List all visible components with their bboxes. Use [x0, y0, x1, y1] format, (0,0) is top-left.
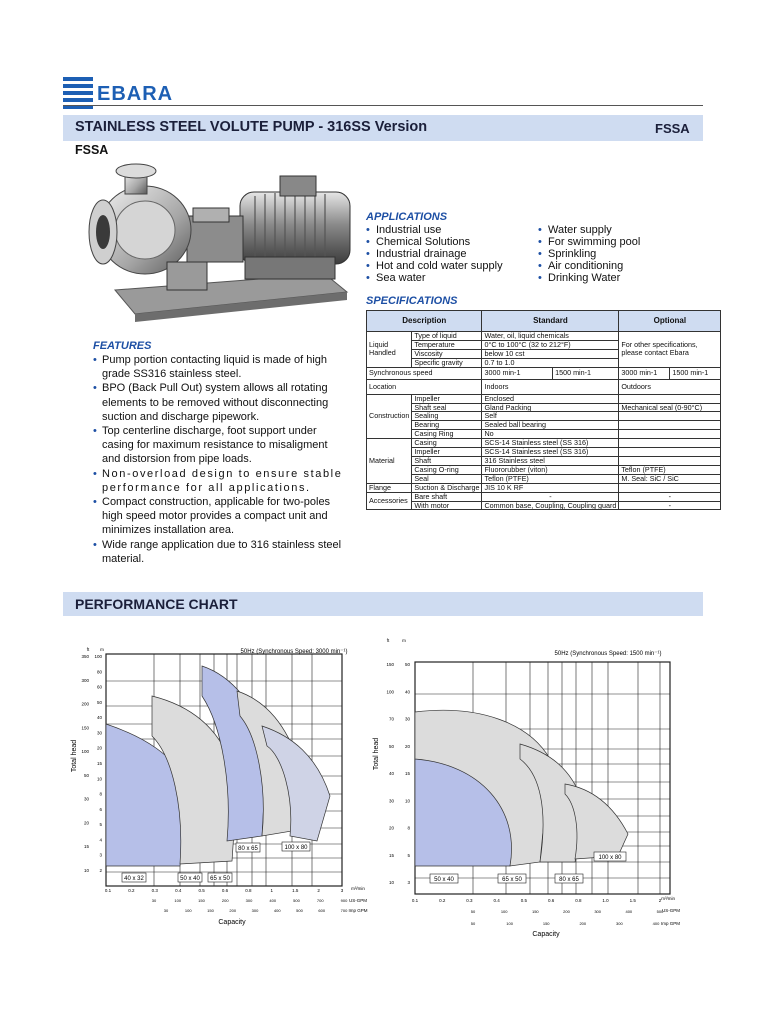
table-cell: Teflon (PTFE) [482, 474, 619, 483]
tick-label: 500 [293, 898, 300, 903]
tick-label: 6 [99, 806, 102, 812]
tick-label: 30 [388, 798, 394, 804]
table-cell: - [482, 492, 619, 501]
table-cell: Casing Ring [412, 430, 482, 439]
tick-label: 40 [96, 715, 102, 721]
unit-label: US-GPM [662, 908, 680, 913]
tick-label: 4 [99, 837, 102, 843]
table-cell: below 10 cst [482, 349, 619, 358]
model-subtitle: FSSA [75, 143, 109, 157]
features-heading: FEATURES [93, 340, 152, 352]
table-cell: Impeller [412, 394, 482, 403]
table-cell [619, 421, 721, 430]
tick-label: 15 [388, 852, 394, 858]
specifications-table [366, 310, 721, 510]
size-label: 50 x 40 [180, 876, 200, 882]
tick-label: 5 [407, 852, 410, 858]
tick-label: 1 [270, 888, 274, 893]
tick-label: 2 [317, 888, 320, 893]
tick-label: 2 [99, 868, 102, 873]
table-cell: Sealed ball bearing [482, 421, 619, 430]
tick-label: 10 [388, 880, 394, 885]
tick-label: 150 [81, 725, 89, 731]
tick-label: 20 [404, 743, 410, 749]
unit-label: m³/min [661, 896, 675, 901]
tick-label: 400 [269, 898, 277, 903]
table-cell [619, 412, 721, 421]
table-cell: JIS 10 K RF [482, 483, 619, 492]
tick-label: 100 [506, 921, 513, 926]
tick-label: 20 [83, 820, 89, 826]
size-label: 80 x 65 [238, 846, 258, 852]
tick-label: 3 [99, 852, 102, 858]
table-cell: Self [482, 412, 619, 421]
tick-label: 100 [174, 898, 182, 903]
unit-label: m³/min [351, 886, 365, 891]
table-cell: Gland Packing [482, 403, 619, 412]
tick-label: 8 [407, 825, 410, 831]
x-tick-labels [105, 888, 344, 893]
tick-label: 80 [96, 669, 102, 675]
table-cell: Flange [367, 483, 412, 492]
table-cell: 0°C to 100°C (32 to 212°F) [482, 340, 619, 349]
tick-label: 10 [83, 868, 89, 873]
table-cell [619, 483, 721, 492]
list-item: • Wide range application due to 316 stainless steel material. [93, 538, 343, 566]
table-cell [619, 456, 721, 465]
y-axis-label: Total head [373, 737, 380, 771]
tick-label: 0.2 [128, 888, 135, 893]
brand-name: EBARA [97, 83, 174, 105]
tick-label: 2 [658, 898, 662, 903]
tick-label: 50 [470, 909, 476, 914]
table-cell: Fluororubber (viton) [482, 465, 619, 474]
tick-label: 200 [81, 701, 89, 707]
tick-label: 5 [99, 822, 102, 828]
table-cell: - [619, 501, 721, 510]
features-list [93, 353, 343, 566]
tick-label: 0.5 [198, 888, 205, 893]
table-cell: Construction [367, 394, 412, 439]
tick-label: 500 [296, 908, 303, 913]
tick-label: 400 [273, 908, 281, 913]
usgpm-tick-labels [152, 898, 348, 903]
table-cell: Bearing [412, 421, 482, 430]
tick-label: 30 [83, 796, 89, 802]
list-item: • Top centerline discharge, foot support under casing for maximum resistance to misaligment and distorsion from pipe loads. [93, 424, 343, 467]
tick-label: 600 [318, 908, 326, 913]
specifications-heading: SPECIFICATIONS [366, 295, 458, 307]
tick-label: 30 [404, 716, 410, 722]
table-cell: 1500 min-1 [553, 367, 619, 379]
table-cell [619, 439, 721, 448]
tick-label: 700 [340, 908, 348, 913]
tick-label: 0.2 [439, 898, 446, 903]
tick-label: 15 [83, 844, 89, 850]
y-tick-labels [405, 662, 411, 885]
tick-label: 0.3 [466, 898, 473, 903]
tick-label: 0.8 [575, 898, 582, 903]
header-rule [63, 105, 703, 106]
model-code: FSSA [655, 121, 690, 136]
tick-label: 60 [96, 684, 102, 690]
tick-label: 50 [96, 699, 102, 705]
tick-label: 20 [388, 825, 394, 831]
list-item: • Pump portion contacting liquid is made of high grade SS316 stainless steel. [93, 353, 343, 381]
tick-label: 30 [163, 908, 169, 913]
list-item: • Compact construction, applicable for two-poles high speed motor provides a compact unit and minimizes installation area. [93, 495, 343, 538]
table-cell: Viscosity [412, 349, 482, 358]
tick-label: 150 [531, 909, 539, 914]
chart-title: 50Hz (Synchronous Speed: 3000 min⁻¹) [240, 649, 348, 655]
table-cell: - [619, 492, 721, 501]
size-label: 65 x 50 [502, 877, 522, 883]
tick-label: 150 [198, 898, 205, 903]
table-cell: 3000 min-1 [619, 367, 670, 379]
x-tick-labels [412, 898, 662, 903]
tick-label: 40 [404, 689, 410, 695]
table-cell: For other specifications, please contact Ebara [619, 332, 721, 368]
tick-label: 1.5 [292, 888, 299, 893]
tick-label: 30 [151, 898, 157, 903]
table-cell: Location [367, 379, 482, 394]
table-cell [619, 448, 721, 457]
applications-list-right [538, 224, 640, 284]
list-item: • Air conditioning [538, 260, 640, 272]
table-cell [619, 430, 721, 439]
tick-label: 300 [245, 898, 253, 903]
table-cell: Type of liquid [412, 332, 482, 341]
pump-product-image [75, 162, 360, 322]
tick-label: 150 [542, 921, 550, 926]
unit-label: US-GPM [349, 898, 367, 903]
tick-label: 350 [81, 654, 89, 659]
tick-label: 200 [221, 898, 229, 903]
table-cell: M. Seal: SiC / SiC [619, 474, 721, 483]
table-cell: Mechanical seal (0-90°C) [619, 403, 721, 412]
tick-label: 100 [94, 654, 102, 659]
tick-label: 700 [316, 898, 324, 903]
table-cell: Casing O-ring [412, 465, 482, 474]
tick-label: 500 [656, 909, 664, 914]
table-cell: Enclosed [482, 394, 619, 403]
usgpm-tick-labels [471, 909, 664, 914]
tick-label: 3 [340, 888, 344, 893]
tick-label: 100 [81, 749, 89, 755]
list-item: • Chemical Solutions [366, 236, 503, 248]
tick-label: 40 [388, 771, 394, 776]
tick-label: 300 [81, 677, 89, 683]
table-cell: SCS-14 Stainless steel (SS 316) [482, 439, 619, 448]
tick-label: 900 [340, 898, 348, 903]
chart-title: 50Hz (Synchronous Speed: 1500 min⁻¹) [554, 651, 662, 657]
table-cell: SCS-14 Stainless steel (SS 316) [482, 448, 619, 457]
y-axis-label: Total head [71, 739, 78, 773]
tick-label: 0.6 [221, 888, 229, 893]
tick-label: 200 [579, 921, 587, 926]
page-title: STAINLESS STEEL VOLUTE PUMP - 316SS Version [75, 119, 428, 135]
tick-label: 0.5 [520, 898, 528, 903]
size-label: 100 x 80 [598, 855, 622, 861]
list-item: • Water supply [538, 224, 640, 236]
size-label: 65 x 50 [210, 876, 230, 882]
list-item: • Industrial drainage [366, 248, 503, 260]
table-cell: Liquid Handled [367, 332, 412, 368]
unit-label: ft [386, 638, 390, 643]
table-cell: Water, oil, liquid chemicals [482, 332, 619, 341]
table-cell [619, 394, 721, 403]
tick-label: 0.6 [547, 898, 555, 903]
list-item: • Sprinkling [538, 248, 640, 260]
size-label: 50 x 40 [434, 877, 454, 883]
tick-label: 20 [96, 745, 102, 751]
tick-label: 15 [96, 761, 102, 766]
table-cell: Indoors [482, 379, 619, 394]
list-item: • Sea water [366, 272, 503, 284]
ft-tick-labels [386, 662, 394, 885]
table-cell: Bare shaft [412, 492, 482, 501]
performance-chart-3000 [62, 636, 380, 928]
tick-label: 1.0 [602, 898, 609, 903]
table-cell: 316 Stainless steel [482, 456, 619, 465]
list-item: • For swimming pool [538, 236, 640, 248]
table-cell: Impeller [412, 448, 482, 457]
unit-label: m [100, 647, 104, 652]
tick-label: 400 [625, 909, 633, 914]
table-cell: Teflon (PTFE) [619, 465, 721, 474]
table-header: Standard [482, 311, 619, 332]
x-axis-label: Capacity [218, 919, 246, 926]
tick-label: 8 [99, 791, 102, 797]
tick-label: 300 [616, 921, 623, 926]
table-cell: With motor [412, 501, 482, 510]
table-cell: Casing [412, 439, 482, 448]
table-cell: Synchronous speed [367, 367, 482, 379]
tick-label: 0.4 [175, 888, 182, 893]
table-cell: Specific gravity [412, 358, 482, 367]
tick-label: 300 [594, 909, 602, 914]
table-cell: Outdoors [619, 379, 721, 394]
ft-tick-labels [81, 654, 89, 873]
tick-label: 50 [470, 921, 476, 926]
tick-label: 50 [83, 772, 89, 778]
tick-label: 400 [652, 921, 660, 926]
tick-label: 100 [184, 908, 192, 913]
performance-chart-1500 [370, 634, 682, 940]
table-cell: Accessories [367, 492, 412, 510]
list-item: • Non-overload design to ensure stable performance for all applications. [93, 467, 343, 495]
tick-label: 200 [563, 909, 570, 914]
tick-label: 10 [404, 798, 410, 804]
table-cell: Sealing [412, 412, 482, 421]
table-header: Description [367, 311, 482, 332]
applications-list-left [366, 224, 503, 284]
table-cell: 1500 min-1 [670, 367, 721, 379]
tick-label: 70 [388, 716, 394, 722]
tick-label: 10 [96, 776, 102, 782]
performance-title: PERFORMANCE CHART [75, 596, 238, 612]
table-header: Optional [619, 311, 721, 332]
tick-label: 200 [229, 908, 237, 913]
list-item: • Industrial use [366, 224, 503, 236]
x-axis-label: Capacity [532, 931, 560, 938]
table-cell: Temperature [412, 340, 482, 349]
table-cell: Seal [412, 474, 482, 483]
unit-label: ft [86, 647, 90, 652]
tick-label: 150 [386, 662, 394, 667]
applications-heading: APPLICATIONS [366, 211, 448, 223]
tick-label: 0.8 [245, 888, 252, 893]
impgpm-tick-labels [471, 921, 660, 926]
table-cell: Suction & Discharge [412, 483, 482, 492]
tick-label: 150 [207, 908, 214, 913]
tick-label: 0.1 [104, 888, 112, 893]
tick-label: 30 [96, 730, 102, 736]
table-cell: Shaft [412, 456, 482, 465]
tick-label: 300 [251, 908, 259, 913]
tick-label: 50 [388, 743, 394, 749]
impgpm-tick-labels [164, 908, 348, 913]
table-cell: Material [367, 439, 412, 484]
tick-label: 0.4 [493, 898, 500, 903]
tick-label: 50 [404, 662, 410, 667]
unit-label: Imp GPM [348, 908, 368, 913]
size-label: 40 x 32 [124, 876, 144, 882]
table-cell: 3000 min-1 [482, 367, 553, 379]
tick-label: 3 [407, 880, 410, 885]
list-item: • Drinking Water [538, 272, 640, 284]
table-cell: Common base, Coupling, Coupling guard [482, 501, 619, 510]
unit-label: Imp GPM [660, 921, 680, 926]
size-label: 100 x 80 [284, 845, 308, 851]
tick-label: 15 [404, 771, 410, 776]
size-label: 80 x 65 [559, 877, 579, 883]
table-cell: Shaft seal [412, 403, 482, 412]
tick-label: 100 [386, 689, 394, 695]
table-cell: 0.7 to 1.0 [482, 358, 619, 367]
list-item: • BPO (Back Pull Out) system allows all rotating elements to be removed without disconnecting suction and discharge pipework. [93, 381, 343, 424]
unit-label: m [402, 638, 406, 643]
tick-label: 100 [500, 909, 508, 914]
list-item: • Hot and cold water supply [366, 260, 503, 272]
tick-label: 0.3 [151, 888, 158, 893]
table-cell: No [482, 430, 619, 439]
y-tick-labels [94, 654, 102, 873]
tick-label: 1.5 [629, 898, 636, 903]
tick-label: 0.1 [411, 898, 419, 903]
